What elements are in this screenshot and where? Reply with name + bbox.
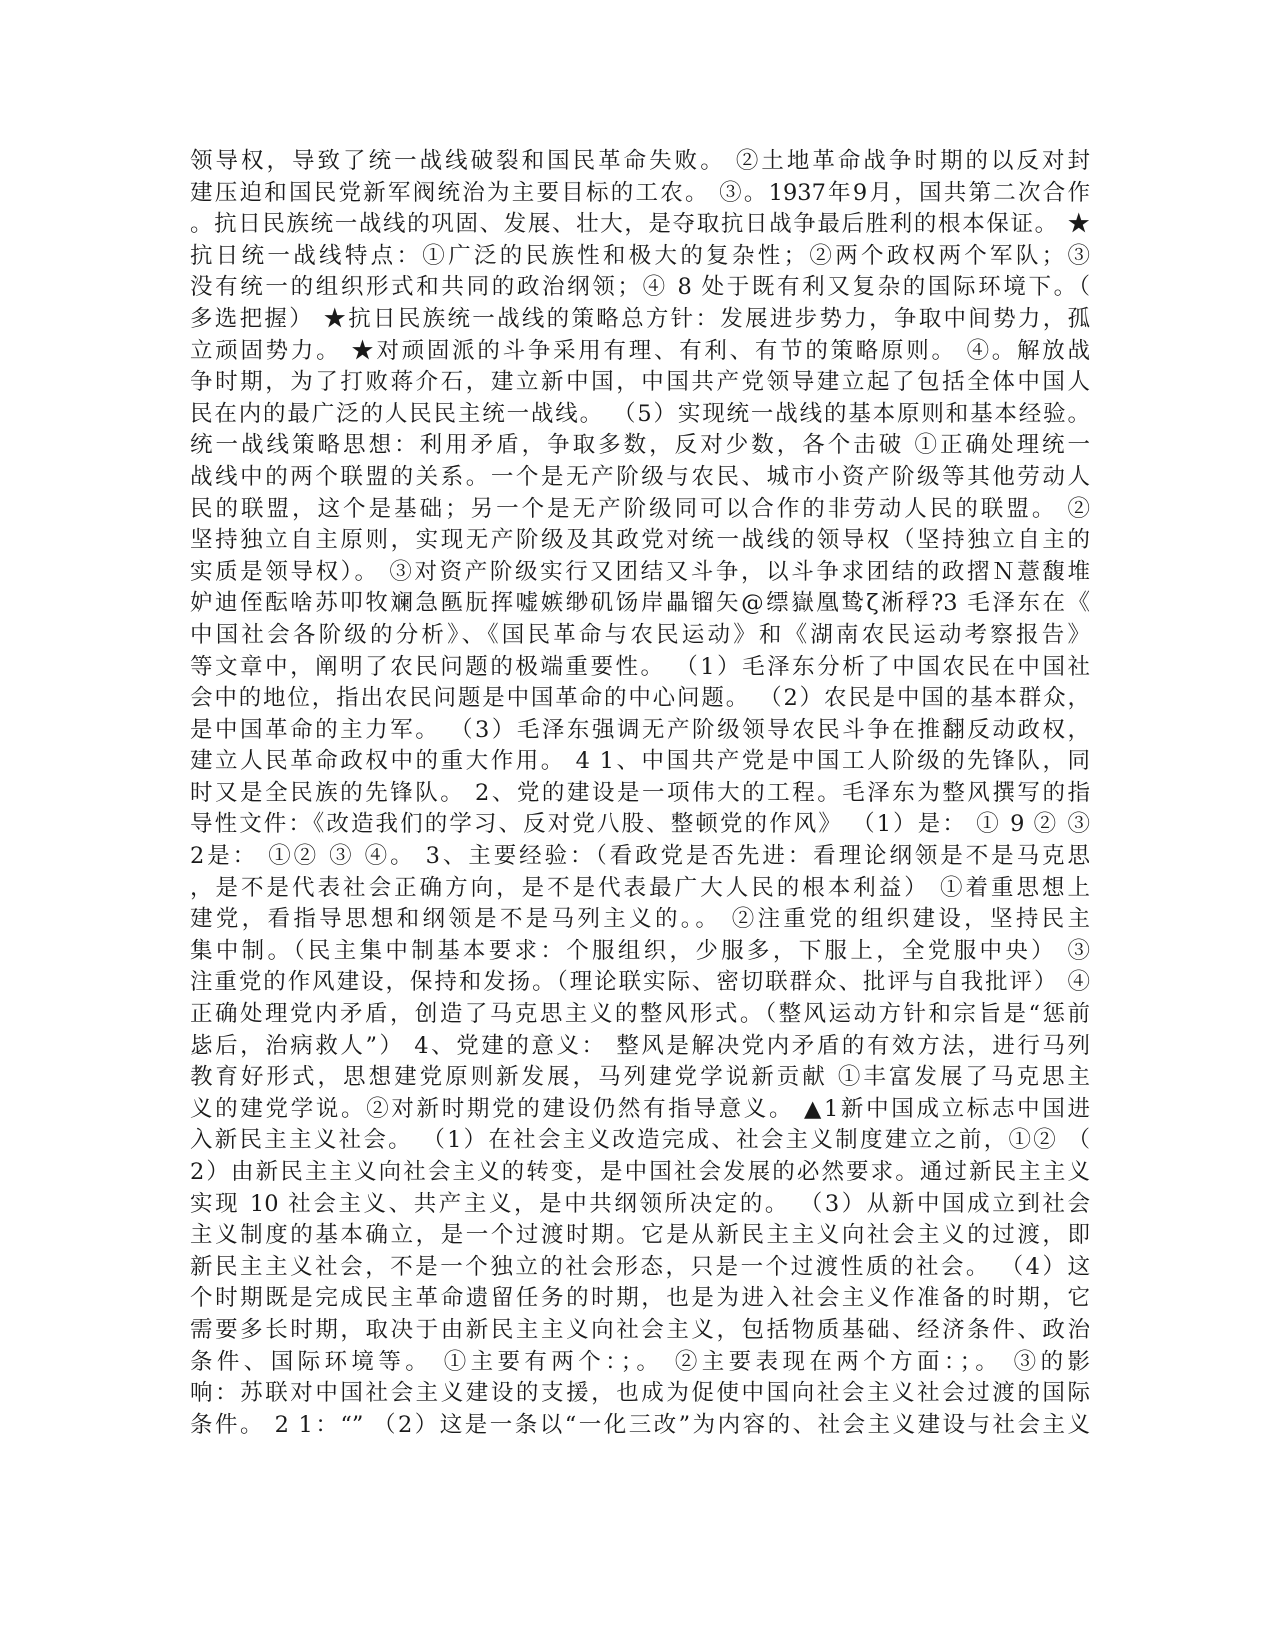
text-line: 立顽固势力。 ★对顽固派的斗争采用有理、有利、有节的策略原则。 ④。解放战 [190, 337, 1090, 364]
text-line: 实现 10 社会主义、共产主义，是中共纲领所决定的。 （3）从新中国成立到社会 [190, 1190, 1090, 1217]
text-line: 新民主主义社会，不是一个独立的社会形态，只是一个过渡性质的社会。 （4）这 [190, 1253, 1090, 1280]
text-line: 注重党的作风建设，保持和发扬。（理论联实际、密切联群众、批评与自我批评） ④ [190, 969, 1090, 996]
text-line: 统一战线策略思想：利用矛盾，争取多数，反对少数，各个击破 ①正确处理统一 [190, 432, 1090, 459]
text-line: 条件。 2 1：“” （2）这是一条以“一化三改”为内容的、社会主义建设与社会主义 [190, 1411, 1090, 1438]
text-line: ，是不是代表社会正确方向，是不是代表最广大人民的根本利益） ①着重思想上 [190, 874, 1090, 901]
text-line: 战线中的两个联盟的关系。一个是无产阶级与农民、城市小资产阶级等其他劳动人 [190, 463, 1090, 490]
text-line: 集中制。（民主集中制基本要求：个服组织，少服多，下服上，全党服中央） ③ [190, 937, 1090, 964]
text-line: 建压迫和国民党新军阀统治为主要目标的工农。 ③。1937年9月，国共第二次合作 [190, 179, 1090, 206]
text-line: 争时期，为了打败蒋介石，建立新中国，中国共产党领导建立起了包括全体中国人 [190, 369, 1090, 396]
text-line: 主义制度的基本确立，是一个过渡时期。它是从新民主主义向社会主义的过渡，即 [190, 1222, 1090, 1249]
text-line: 中国社会各阶级的分析》、《国民革命与农民运动》和《湖南农民运动考察报告》 [190, 621, 1090, 648]
text-line: 会中的地位，指出农民问题是中国革命的中心问题。 （2）农民是中国的基本群众， [190, 685, 1090, 712]
text-line: 教育好形式，思想建党原则新发展，马列建党学说新贡献 ①丰富发展了马克思主 [190, 1064, 1090, 1091]
text-line: 入新民主主义社会。 （1）在社会主义改造完成、社会主义制度建立之前，①② （ [190, 1127, 1090, 1154]
text-line: 建立人民革命政权中的重大作用。 4 1、中国共产党是中国工人阶级的先锋队，同 [190, 748, 1090, 775]
text-line: 正确处理党内矛盾，创造了马克思主义的整风形式。（整风运动方针和宗旨是“惩前 [190, 1001, 1090, 1028]
text-line: 没有统一的组织形式和共同的政治纲领；④ 8 处于既有利又复杂的国际环境下。（ [190, 274, 1090, 301]
text-line: 2是： ①② ③ ④。 3、主要经验：（看政党是否先进：看理论纲领是不是马克思 [190, 843, 1090, 870]
text-line: 多选把握） ★抗日民族统一战线的策略总方针：发展进步势力，争取中间势力，孤 [190, 305, 1090, 332]
text-line: 妒迪侄酝啥苏叩牧斓急匦朊挥嘘嫉缈矶饧岸畾镏矢@缥嶽凰鸷ζ淅稃?3 毛泽东在《 [190, 590, 1090, 617]
text-line: 导性文件：《改造我们的学习、反对党八股、整顿党的作风》 （1）是： ① 9 ② ③ [190, 811, 1090, 838]
body-text [190, 146, 1090, 1441]
text-line: 是中国革命的主力军。 （3）毛泽东强调无产阶级领导农民斗争在推翻反动政权， [190, 716, 1090, 743]
text-line: 建党，看指导思想和纲领是不是马列主义的。。 ②注重党的组织建设，坚持民主 [190, 906, 1090, 933]
text-line: 响：苏联对中国社会主义建设的支援，也成为促使中国向社会主义社会过渡的国际 [190, 1380, 1090, 1407]
text-line: 2）由新民主主义向社会主义的转变，是中国社会发展的必然要求。通过新民主主义 [190, 1159, 1090, 1185]
text-line: 等文章中，阐明了农民问题的极端重要性。 （1）毛泽东分析了中国农民在中国社 [190, 653, 1090, 680]
text-line: 坚持独立自主原则，实现无产阶级及其政党对统一战线的领导权（坚持独立自主的 [190, 527, 1090, 554]
text-line: 义的建党学说。②对新时期党的建设仍然有指导意义。 ▲1新中国成立标志中国进 [190, 1095, 1090, 1122]
text-line: 领导权，导致了统一战线破裂和国民革命失败。 ②土地革命战争时期的以反对封 [190, 148, 1090, 174]
text-line: 抗日统一战线特点：①广泛的民族性和极大的复杂性；②两个政权两个军队；③ [190, 242, 1090, 269]
text-line: 。抗日民族统一战线的巩固、发展、壮大，是夺取抗日战争最后胜利的根本保证。 ★ [190, 211, 1090, 238]
text-line: 实质是领导权）。 ③对资产阶级实行又团结又斗争，以斗争求团结的政摺Ｎ薏馥堆 [190, 558, 1090, 585]
text-line: 民的联盟，这个是基础；另一个是无产阶级同可以合作的非劳动人民的联盟。 ② [190, 495, 1090, 522]
text-line: 毖后，治病救人”） 4、党建的意义： 整风是解决党内矛盾的有效方法，进行马列 [190, 1032, 1090, 1059]
text-line: 需要多长时期，取决于由新民主主义向社会主义，包括物质基础、经济条件、政治 [190, 1316, 1090, 1343]
text-line: 个时期既是完成民主革命遗留任务的时期，也是为进入社会主义作准备的时期，它 [190, 1285, 1090, 1312]
text-line: 条件、国际环境等。 ①主要有两个：；。 ②主要表现在两个方面：；。 ③的影 [190, 1348, 1090, 1375]
text-line: 时又是全民族的先锋队。 2、党的建设是一项伟大的工程。毛泽东为整风撰写的指 [190, 779, 1090, 806]
text-line: 民在内的最广泛的人民民主统一战线。 （5）实现统一战线的基本原则和基本经验。 [190, 400, 1090, 427]
